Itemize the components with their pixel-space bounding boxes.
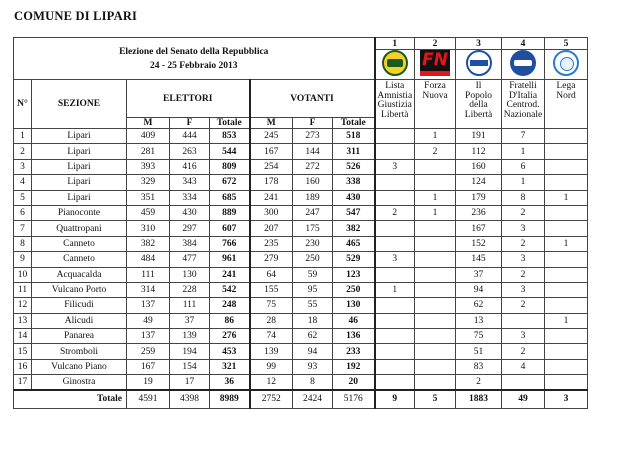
party-1-votes xyxy=(375,267,415,282)
party-3-votes: 191 xyxy=(456,129,502,144)
elettori-m: 382 xyxy=(127,236,170,251)
party-1-votes xyxy=(375,344,415,359)
party-1-votes xyxy=(375,375,415,390)
votanti-f: 272 xyxy=(293,159,333,174)
votanti-f: 93 xyxy=(293,359,333,374)
votanti-totale: 130 xyxy=(333,298,375,313)
totals-row xyxy=(14,390,588,408)
total-votanti-totale: 5176 xyxy=(333,390,375,408)
table-row xyxy=(14,144,588,159)
elettori-totale: 889 xyxy=(210,205,250,220)
party-2-votes xyxy=(415,344,456,359)
votanti-totale: 233 xyxy=(333,344,375,359)
votanti-m: 75 xyxy=(250,298,293,313)
party-3-votes: 152 xyxy=(456,236,502,251)
votanti-totale: 46 xyxy=(333,313,375,328)
party-2-votes xyxy=(415,175,456,190)
table-row xyxy=(14,375,588,390)
party-4-votes: 1 xyxy=(502,175,545,190)
party-4-votes: 3 xyxy=(502,329,545,344)
votanti-f: 8 xyxy=(293,375,333,390)
header-sezione: SEZIONE xyxy=(32,80,127,129)
section-name: Canneto xyxy=(32,252,127,267)
votanti-f: 18 xyxy=(293,313,333,328)
party-1-votes xyxy=(375,359,415,374)
party-1-votes xyxy=(375,144,415,159)
lega-nord-logo-icon xyxy=(553,50,579,76)
elettori-totale: 672 xyxy=(210,175,250,190)
elettori-f: 430 xyxy=(170,205,210,220)
section-name: Pianoconte xyxy=(32,205,127,220)
votanti-totale: 526 xyxy=(333,159,375,174)
table-row xyxy=(14,175,588,190)
votanti-totale: 192 xyxy=(333,359,375,374)
party-4-votes: 2 xyxy=(502,267,545,282)
table-row xyxy=(14,313,588,328)
party-4-votes: 4 xyxy=(502,359,545,374)
votanti-totale: 20 xyxy=(333,375,375,390)
party-5-votes xyxy=(545,205,588,220)
party-5-votes xyxy=(545,267,588,282)
section-number: 2 xyxy=(14,144,32,159)
votanti-f: 59 xyxy=(293,267,333,282)
votanti-m: 99 xyxy=(250,359,293,374)
section-number: 7 xyxy=(14,221,32,236)
party-2-votes: 2 xyxy=(415,144,456,159)
votanti-m: 74 xyxy=(250,329,293,344)
elettori-m: 409 xyxy=(127,129,170,144)
votanti-totale: 518 xyxy=(333,129,375,144)
votanti-f: 175 xyxy=(293,221,333,236)
elettori-totale: 544 xyxy=(210,144,250,159)
party-1-name: Lista Amnistia Giustizia Libertà xyxy=(375,80,415,129)
party-4-votes xyxy=(502,313,545,328)
elettori-f: 416 xyxy=(170,159,210,174)
votanti-f: 273 xyxy=(293,129,333,144)
party-3-votes: 2 xyxy=(456,375,502,390)
votanti-m: 64 xyxy=(250,267,293,282)
votanti-totale: 529 xyxy=(333,252,375,267)
party-2-votes xyxy=(415,267,456,282)
votanti-f: 55 xyxy=(293,298,333,313)
party-3-name: Il Popolo della Libertà xyxy=(456,80,502,129)
table-row xyxy=(14,205,588,220)
party-3-votes: 13 xyxy=(456,313,502,328)
party-3-votes: 83 xyxy=(456,359,502,374)
party-4-votes: 3 xyxy=(502,252,545,267)
votanti-totale: 311 xyxy=(333,144,375,159)
elettori-m: 459 xyxy=(127,205,170,220)
section-number: 4 xyxy=(14,175,32,190)
section-name: Lipari xyxy=(32,159,127,174)
section-name: Panarea xyxy=(32,329,127,344)
elettori-m: 259 xyxy=(127,344,170,359)
party-2-votes xyxy=(415,282,456,297)
forza-nuova-logo-icon: FN xyxy=(420,50,450,76)
party-1-votes xyxy=(375,175,415,190)
election-date: 24 - 25 Febbraio 2013 xyxy=(149,60,238,71)
totals-label: Totale xyxy=(14,390,127,408)
total-elettori-totale: 8989 xyxy=(210,390,250,408)
votanti-m: 28 xyxy=(250,313,293,328)
elettori-totale: 542 xyxy=(210,282,250,297)
party-3-votes: 145 xyxy=(456,252,502,267)
party-4-votes xyxy=(502,375,545,390)
header-elettori-f: F xyxy=(170,118,210,129)
table-row xyxy=(14,329,588,344)
elettori-f: 384 xyxy=(170,236,210,251)
elettori-totale: 607 xyxy=(210,221,250,236)
party-1-votes xyxy=(375,298,415,313)
elettori-m: 49 xyxy=(127,313,170,328)
party-5-votes xyxy=(545,298,588,313)
party-2-votes: 1 xyxy=(415,205,456,220)
section-name: Vulcano Porto xyxy=(32,282,127,297)
party-2-votes xyxy=(415,313,456,328)
votanti-m: 139 xyxy=(250,344,293,359)
party-2-name: Forza Nuova xyxy=(415,80,456,129)
votanti-m: 178 xyxy=(250,175,293,190)
votanti-f: 247 xyxy=(293,205,333,220)
votanti-m: 241 xyxy=(250,190,293,205)
party-5-votes xyxy=(545,359,588,374)
party-5-votes: 1 xyxy=(545,236,588,251)
party-1-votes xyxy=(375,329,415,344)
party-1-votes xyxy=(375,313,415,328)
table-row xyxy=(14,236,588,251)
section-number: 3 xyxy=(14,159,32,174)
header-votanti-f: F xyxy=(293,118,333,129)
party-2-votes xyxy=(415,221,456,236)
elettori-m: 314 xyxy=(127,282,170,297)
elettori-totale: 766 xyxy=(210,236,250,251)
party-2-votes xyxy=(415,159,456,174)
section-name: Lipari xyxy=(32,190,127,205)
elettori-m: 137 xyxy=(127,329,170,344)
votanti-m: 279 xyxy=(250,252,293,267)
section-number: 9 xyxy=(14,252,32,267)
party-4-votes: 3 xyxy=(502,221,545,236)
section-number: 14 xyxy=(14,329,32,344)
party-4-votes: 1 xyxy=(502,144,545,159)
party-4-votes: 2 xyxy=(502,236,545,251)
elettori-totale: 86 xyxy=(210,313,250,328)
section-number: 17 xyxy=(14,375,32,390)
party-1-votes: 1 xyxy=(375,282,415,297)
elettori-f: 154 xyxy=(170,359,210,374)
elettori-totale: 961 xyxy=(210,252,250,267)
elettori-totale: 453 xyxy=(210,344,250,359)
section-number: 13 xyxy=(14,313,32,328)
results-table xyxy=(13,37,588,409)
fratelli-italia-logo-icon xyxy=(510,50,536,76)
elettori-totale: 809 xyxy=(210,159,250,174)
party-5-number: 5 xyxy=(545,38,588,50)
party-3-votes: 112 xyxy=(456,144,502,159)
table-row xyxy=(14,252,588,267)
elettori-f: 334 xyxy=(170,190,210,205)
party-3-votes: 62 xyxy=(456,298,502,313)
party-2-logo-cell xyxy=(415,50,456,80)
votanti-totale: 382 xyxy=(333,221,375,236)
table-row xyxy=(14,344,588,359)
header-votanti-totale: Totale xyxy=(333,118,375,129)
elettori-f: 228 xyxy=(170,282,210,297)
elettori-totale: 248 xyxy=(210,298,250,313)
party-5-votes xyxy=(545,144,588,159)
section-number: 5 xyxy=(14,190,32,205)
elettori-f: 111 xyxy=(170,298,210,313)
party-1-votes xyxy=(375,190,415,205)
party-3-votes: 124 xyxy=(456,175,502,190)
party-5-votes: 1 xyxy=(545,190,588,205)
party-2-votes xyxy=(415,298,456,313)
votanti-m: 254 xyxy=(250,159,293,174)
party-1-number: 1 xyxy=(375,38,415,50)
party-5-votes xyxy=(545,129,588,144)
party-1-votes: 3 xyxy=(375,252,415,267)
elettori-totale: 685 xyxy=(210,190,250,205)
party-4-votes: 8 xyxy=(502,190,545,205)
elettori-m: 351 xyxy=(127,190,170,205)
section-number: 15 xyxy=(14,344,32,359)
party-2-number: 2 xyxy=(415,38,456,50)
votanti-totale: 465 xyxy=(333,236,375,251)
section-name: Stromboli xyxy=(32,344,127,359)
party-5-votes xyxy=(545,282,588,297)
elettori-totale: 321 xyxy=(210,359,250,374)
section-number: 8 xyxy=(14,236,32,251)
party-5-votes xyxy=(545,329,588,344)
party-4-votes: 3 xyxy=(502,282,545,297)
votanti-f: 250 xyxy=(293,252,333,267)
elettori-totale: 36 xyxy=(210,375,250,390)
table-row xyxy=(14,159,588,174)
party-3-votes: 37 xyxy=(456,267,502,282)
votanti-m: 207 xyxy=(250,221,293,236)
party-5-logo-cell xyxy=(545,50,588,80)
elettori-f: 297 xyxy=(170,221,210,236)
elettori-m: 329 xyxy=(127,175,170,190)
total-party-3: 1883 xyxy=(456,390,502,408)
table-row xyxy=(14,282,588,297)
table-row xyxy=(14,129,588,144)
party-3-votes: 75 xyxy=(456,329,502,344)
votanti-m: 245 xyxy=(250,129,293,144)
party-3-votes: 94 xyxy=(456,282,502,297)
elettori-totale: 276 xyxy=(210,329,250,344)
election-title-line1: Elezione del Senato della Repubblica xyxy=(119,46,269,57)
elettori-f: 194 xyxy=(170,344,210,359)
total-party-1: 9 xyxy=(375,390,415,408)
table-row xyxy=(14,298,588,313)
party-4-number: 4 xyxy=(502,38,545,50)
elettori-f: 477 xyxy=(170,252,210,267)
party-1-votes xyxy=(375,236,415,251)
votanti-f: 94 xyxy=(293,344,333,359)
total-elettori-m: 4591 xyxy=(127,390,170,408)
table-row xyxy=(14,267,588,282)
votanti-f: 230 xyxy=(293,236,333,251)
table-row xyxy=(14,359,588,374)
section-number: 1 xyxy=(14,129,32,144)
elettori-f: 343 xyxy=(170,175,210,190)
elettori-f: 263 xyxy=(170,144,210,159)
header-number: N° xyxy=(14,80,32,129)
party-5-votes xyxy=(545,375,588,390)
table-row xyxy=(14,190,588,205)
party-3-votes: 167 xyxy=(456,221,502,236)
party-3-logo-cell xyxy=(456,50,502,80)
party-4-logo-cell xyxy=(502,50,545,80)
total-party-4: 49 xyxy=(502,390,545,408)
votanti-f: 160 xyxy=(293,175,333,190)
party-3-votes: 160 xyxy=(456,159,502,174)
party-5-votes xyxy=(545,344,588,359)
elettori-f: 130 xyxy=(170,267,210,282)
header-elettori-m: M xyxy=(127,118,170,129)
party-1-logo-cell xyxy=(375,50,415,80)
party-2-votes: 1 xyxy=(415,129,456,144)
section-name: Canneto xyxy=(32,236,127,251)
section-number: 6 xyxy=(14,205,32,220)
votanti-f: 62 xyxy=(293,329,333,344)
votanti-totale: 430 xyxy=(333,190,375,205)
section-name: Vulcano Piano xyxy=(32,359,127,374)
votanti-m: 12 xyxy=(250,375,293,390)
header-elettori-totale: Totale xyxy=(210,118,250,129)
votanti-m: 155 xyxy=(250,282,293,297)
header-elettori: ELETTORI xyxy=(127,80,250,118)
section-number: 16 xyxy=(14,359,32,374)
section-number: 10 xyxy=(14,267,32,282)
section-name: Filicudi xyxy=(32,298,127,313)
party-5-votes xyxy=(545,159,588,174)
party-1-votes xyxy=(375,221,415,236)
elettori-m: 310 xyxy=(127,221,170,236)
elettori-m: 111 xyxy=(127,267,170,282)
party-5-votes: 1 xyxy=(545,313,588,328)
section-name: Lipari xyxy=(32,129,127,144)
section-name: Ginostra xyxy=(32,375,127,390)
section-number: 12 xyxy=(14,298,32,313)
party-2-votes: 1 xyxy=(415,190,456,205)
votanti-f: 144 xyxy=(293,144,333,159)
header-votanti: VOTANTI xyxy=(250,80,375,118)
party-4-votes: 2 xyxy=(502,298,545,313)
party-4-name: Fratelli D'Italia Centrod. Nazionale xyxy=(502,80,545,129)
elettori-f: 139 xyxy=(170,329,210,344)
votanti-totale: 136 xyxy=(333,329,375,344)
section-name: Quattropani xyxy=(32,221,127,236)
section-name: Lipari xyxy=(32,175,127,190)
party-3-number: 3 xyxy=(456,38,502,50)
party-5-votes xyxy=(545,221,588,236)
votanti-totale: 547 xyxy=(333,205,375,220)
party-3-votes: 179 xyxy=(456,190,502,205)
party-2-votes xyxy=(415,236,456,251)
section-name: Alicudi xyxy=(32,313,127,328)
party-1-votes xyxy=(375,129,415,144)
party-4-votes: 2 xyxy=(502,205,545,220)
party-2-votes xyxy=(415,359,456,374)
elettori-f: 17 xyxy=(170,375,210,390)
election-title xyxy=(14,38,375,80)
elettori-m: 137 xyxy=(127,298,170,313)
elettori-m: 484 xyxy=(127,252,170,267)
total-votanti-f: 2424 xyxy=(293,390,333,408)
party-5-votes xyxy=(545,252,588,267)
party-2-votes xyxy=(415,252,456,267)
total-votanti-m: 2752 xyxy=(250,390,293,408)
votanti-totale: 250 xyxy=(333,282,375,297)
total-elettori-f: 4398 xyxy=(170,390,210,408)
party-5-votes xyxy=(545,175,588,190)
pdl-logo-icon xyxy=(466,50,492,76)
section-number: 11 xyxy=(14,282,32,297)
elettori-m: 281 xyxy=(127,144,170,159)
votanti-f: 189 xyxy=(293,190,333,205)
party-4-votes: 6 xyxy=(502,159,545,174)
total-party-2: 5 xyxy=(415,390,456,408)
elettori-totale: 853 xyxy=(210,129,250,144)
header-votanti-m: M xyxy=(250,118,293,129)
comune-title: COMUNE DI LIPARI xyxy=(14,9,138,23)
elettori-totale: 241 xyxy=(210,267,250,282)
party-3-votes: 51 xyxy=(456,344,502,359)
table-row xyxy=(14,221,588,236)
elettori-m: 393 xyxy=(127,159,170,174)
total-party-5: 3 xyxy=(545,390,588,408)
party-3-votes: 236 xyxy=(456,205,502,220)
votanti-totale: 123 xyxy=(333,267,375,282)
party-2-votes xyxy=(415,375,456,390)
party-5-name: Lega Nord xyxy=(545,80,588,129)
party-1-votes: 3 xyxy=(375,159,415,174)
section-name: Acquacalda xyxy=(32,267,127,282)
votanti-m: 300 xyxy=(250,205,293,220)
elettori-f: 444 xyxy=(170,129,210,144)
votanti-totale: 338 xyxy=(333,175,375,190)
party-2-votes xyxy=(415,329,456,344)
votanti-f: 95 xyxy=(293,282,333,297)
section-name: Lipari xyxy=(32,144,127,159)
votanti-m: 167 xyxy=(250,144,293,159)
elettori-m: 167 xyxy=(127,359,170,374)
party-4-votes: 7 xyxy=(502,129,545,144)
party-1-votes: 2 xyxy=(375,205,415,220)
amnistia-logo-icon xyxy=(382,50,408,76)
elettori-m: 19 xyxy=(127,375,170,390)
elettori-f: 37 xyxy=(170,313,210,328)
votanti-m: 235 xyxy=(250,236,293,251)
party-4-votes: 2 xyxy=(502,344,545,359)
